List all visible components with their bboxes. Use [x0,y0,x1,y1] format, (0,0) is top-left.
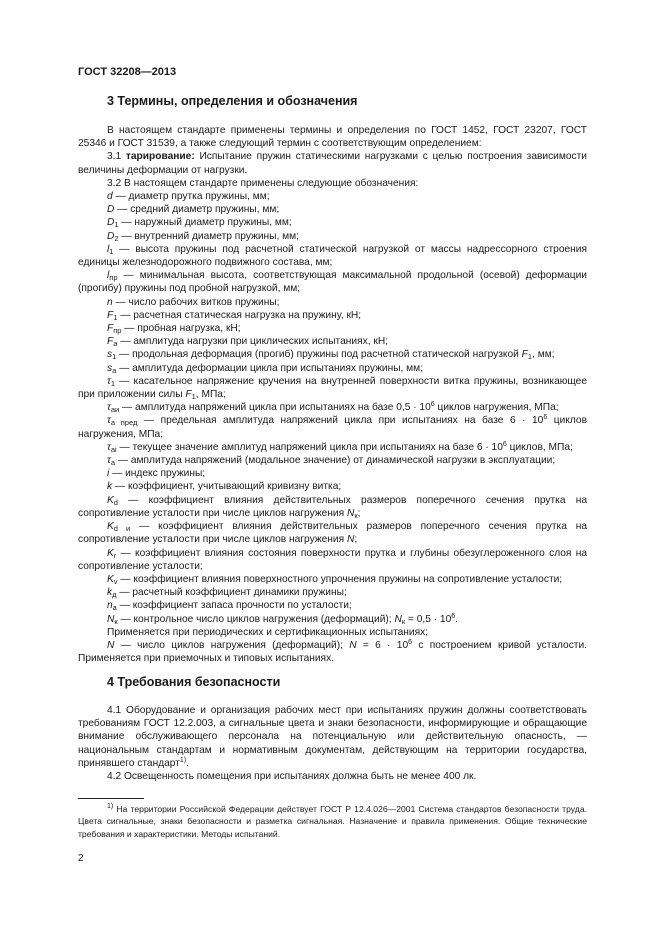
symbol-Nk: $N_к$ — контрольное число циклов нагружения (деформаций); $N_к = 0,5 \cdot 10^6$. [107,612,459,626]
symbol-tau-ai-current: $\tau_{ai}$ — текущее значение амплитуд напряжений цикла при испытаниях на базе $6 \cdot 10^6$ циклов, МПа; [107,440,573,454]
section-4-heading: 4 Требования безопасности [107,675,281,689]
symbol-Fa: $F_a$ — амплитуда нагрузки при циклических испытаниях, кН; [107,336,389,349]
footnote-divider [78,798,144,799]
paragraph-4-1: 4.1 Оборудование и организация рабочих мест при испытаниях пружин должны соответствовать требованиям ГОСТ 12.2.003, а сигнальные цвета и знаки безопасности, информирующие и обращающие внимание обслуживающего персонала на потенциальную или действительную опасность, — национальным стандартам и нормативным документам, действующим на территории государства, принявшего стандарт$^{1)}$. [78,705,587,769]
symbol-s1: $s_1$ — продольная деформация (прогиб) пружины под расчетной статической нагрузкой $F_1$, мм; [107,349,555,362]
symbol-tau-pred: $\tau_{а пред}$ — предельная амплитуда напряжений цикла при испытаниях на базе $6 \cdot 10^6$ циклов нагружения, МПа; [78,414,588,440]
symbol-d: d — диаметр прутка пружины, мм; [107,191,270,203]
symbol-D1: $D_1$ — наружный диаметр пружины, мм; [107,217,292,230]
symbol-sa: $s_a$ — амплитуда деформации цикла при испытаниях пружины, мм; [107,362,424,375]
symbol-kd: $k_д$ — расчетный коэффициент динамики пружины; [107,587,347,600]
document-header: ГОСТ 32208—2013 [78,66,177,78]
symbol-Fpr: $F_{пр}$ — пробная нагрузка, кН; [107,323,241,336]
symbol-Kd: $K_d$ — коэффициент влияния действительных размеров поперечного сечения прутка на сопротивление усталости при числе циклов нагружения $N_к$; [78,494,587,520]
symbol-i: i — индекс пружины; [107,468,206,480]
symbol-na: $n_a$ — коэффициент запаса прочности по усталости; [107,600,352,613]
symbol-l1: $l_1$ — высота пружины под расчетной статической нагрузкой от массы надрессорного строения единицы железнодорожного подвижного состава, мм; [78,243,587,269]
paragraph-4-2: 4.2 Освещенность помещения при испытаниях должна быть не менее 400 лк. [107,771,477,783]
symbol-k: k — коэффициент, учитывающий кривизну витка; [107,481,342,493]
page-number: 2 [78,853,84,864]
symbol-N: N — число циклов нагружения (деформаций); $N = 6 \cdot 10^6$ с построением кривой усталости. Применяется при приемочных и типовых испытаниях. [78,638,587,665]
symbol-tau-a: $\tau_a$ — амплитуда напряжений (модальное значение) от динамической нагрузки в эксплуатации; [107,455,556,468]
section-4-body [78,704,587,783]
symbol-n: n — число рабочих витков пружины; [107,296,280,308]
symbol-D2: $D_2$ — внутренний диаметр пружины, мм; [107,230,299,243]
section-3-intro: В настоящем стандарте применены термины и определения по ГОСТ 1452, ГОСТ 23207, ГОСТ 25346 и ГОСТ 31539, а также следующий термин с соответствующим определением: [78,125,587,150]
section-3-heading: 3 Термины, определения и обозначения [107,94,358,108]
symbol-Nk-note: Применяется при периодических и сертификационных испытаниях; [107,626,429,638]
symbols-intro-3-2: 3.2 В настоящем стандарте применены следующие обозначения: [107,177,419,189]
symbol-lpr: $l_{пр}$ — минимальная высота, соответствующая максимальной продольной (осевой) деформации (прогибу) пружины под пробной нагрузкой, мм; [78,270,587,295]
footnote: $^{1)}$ На территории Российской Федерации действует ГОСТ Р 12.4.026—2001 Система стандартов безопасности труда. Цвета сигнальные, знаки безопасности и разметка сигнальная. Назначение и правила применения. Общие технические требования и характеристики. Методы испытаний. [78,803,587,839]
footnote-mark: 1) [107,803,114,810]
symbol-F1: $F_1$ — расчетная статическая нагрузка на пружину, кН; [107,309,362,322]
symbol-Kv: $K_v$ — коэффициент влияния поверхностного упрочнения пружины на сопротивление усталости; [107,573,563,586]
symbol-tau1: $\tau_1$ — касательное напряжение кручения на внутренней поверхности витка пружины, возникающее при приложении силы $F_1$, МПа; [78,375,587,402]
symbol-D: D — средний диаметр пружины, мм; [107,204,280,216]
term-definition-3-1: 3.1 тарирование: Испытание пружин статическими нагрузками с целью построения зависимости величины деформации от нагрузки. [78,151,587,176]
symbol-Kr: $K_r$ — коэффициент влияния состояния поверхности прутка и глубины обезуглероженного слоя на сопротивление усталости; [78,547,587,572]
section-3-body [78,124,587,665]
symbol-tau-ai: $\tau_{аи}$ — амплитуда напряжений цикла при испытаниях на базе $0,5 \cdot 10^6$ циклов нагружения, МПа; [107,401,559,415]
symbol-Kdi: $K_{d и}$ — коэффициент влияния действительных размеров поперечного сечения прутка на сопротивление усталости при числе циклов нагружения N; [78,521,587,546]
footnote-ref[interactable]: 1) [179,756,187,764]
